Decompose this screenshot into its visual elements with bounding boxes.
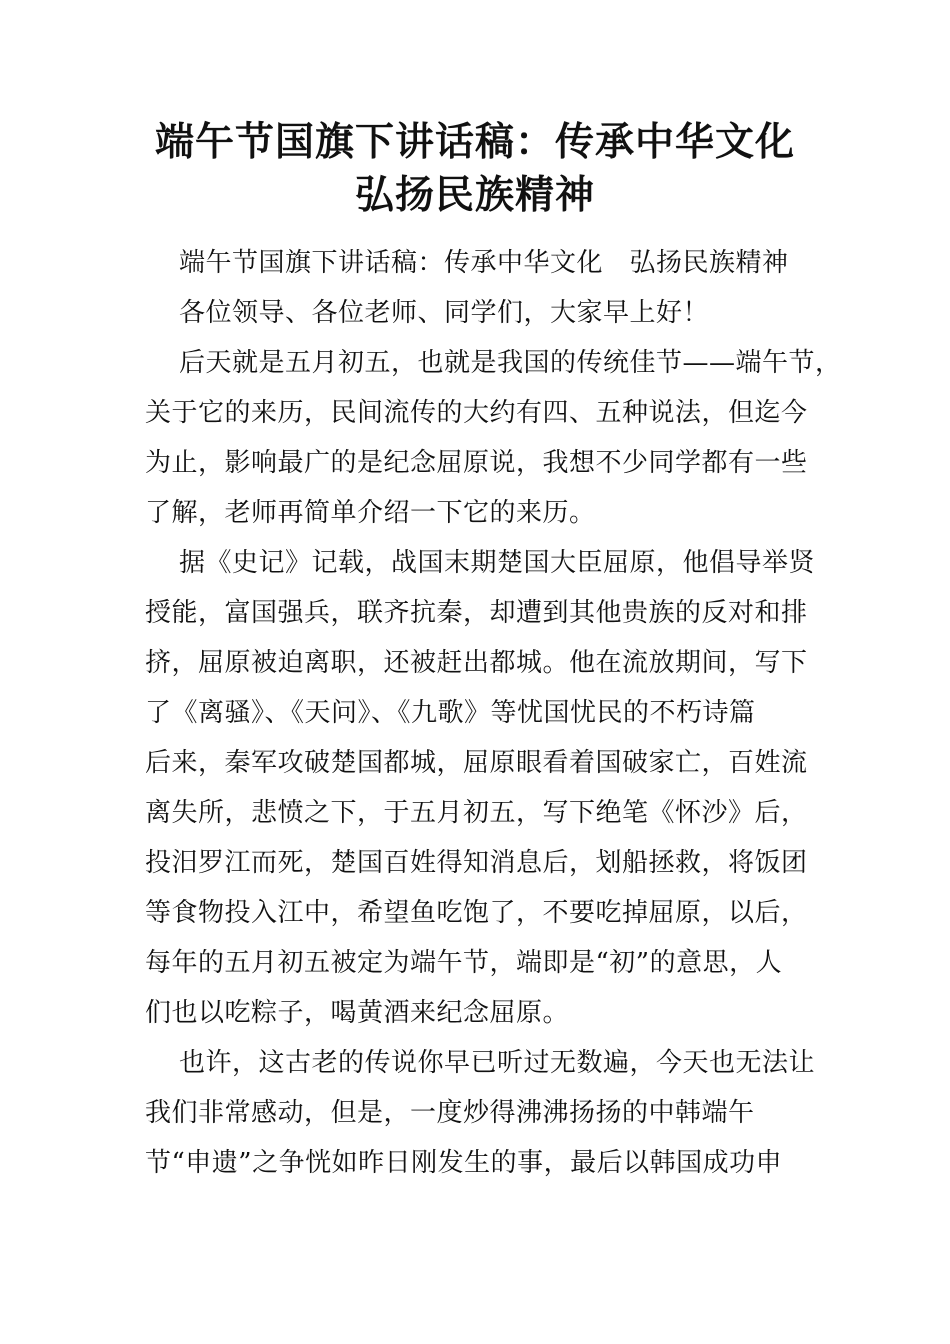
paragraph-line: 离失所，悲愤之下，于五月初五，写下绝笔《怀沙》后， [145,798,808,828]
paragraph-line: 每年的五月初五被定为端午节，端即是“初”的意思，人 [145,948,783,978]
paragraph-line: 等食物投入江中，希望鱼吃饱了，不要吃掉屈原，以后， [145,898,808,928]
subtitle-line: 端午节国旗下讲话稿：传承中华文化 弘扬民族精神 [179,248,789,278]
paragraph-line: 挤，屈原被迫离职，还被赶出都城。他在流放期间，写下 [145,648,808,678]
paragraph-line: 为止，影响最广的是纪念屈原说，我想不少同学都有一些 [145,448,808,478]
paragraph-line: 据《史记》记载，战国末期楚国大臣屈原，他倡导举贤 [179,548,816,578]
paragraph-line: 了解，老师再简单介绍一下它的来历。 [145,498,596,528]
greeting-line: 各位领导、各位老师、同学们，大家早上好！ [179,298,710,328]
paragraph-line: 授能，富国强兵，联齐抗秦，却遭到其他贵族的反对和排 [145,598,808,628]
paragraph-line: 节“申遗”之争恍如昨日刚发生的事，最后以韩国成功申 [145,1148,783,1178]
document-body [145,238,842,1188]
document-title-line-2: 弘扬民族精神 [354,173,595,218]
paragraph-line: 了《离骚》、《天问》、《九歌》等忧国忧民的不朽诗篇 [145,698,756,728]
paragraph-line: 投汨罗江而死，楚国百姓得知消息后，划船拯救，将饭团 [145,848,808,878]
paragraph-line: 们也以吃粽子，喝黄酒来纪念屈原。 [145,998,570,1028]
paragraph-line: 关于它的来历，民间流传的大约有四、五种说法，但迄今 [145,398,808,428]
document-title-line-1: 端午节国旗下讲话稿：传承中华文化 [154,120,795,165]
paragraph-line: 后来，秦军攻破楚国都城，屈原眼看着国破家亡，百姓流 [145,748,808,778]
paragraph-line: 后天就是五月初五，也就是我国的传统佳节——端午节， [179,348,842,378]
paragraph-line: 也许，这古老的传说你早已听过无数遍，今天也无法让 [179,1048,816,1078]
paragraph-line: 我们非常感动，但是，一度炒得沸沸扬扬的中韩端午 [145,1098,755,1128]
